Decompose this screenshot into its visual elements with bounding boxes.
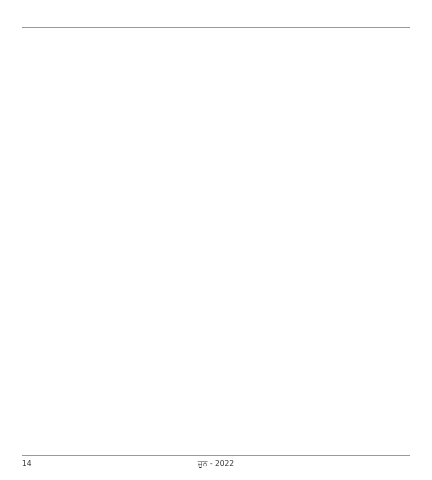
header-divider [22, 27, 410, 28]
page-number: 14 [22, 459, 32, 468]
left-column [22, 34, 209, 448]
article-body [22, 34, 410, 448]
right-column [223, 34, 410, 448]
issue-date: ਜੂਨ - 2022 [197, 459, 235, 468]
footer-divider [22, 455, 410, 456]
